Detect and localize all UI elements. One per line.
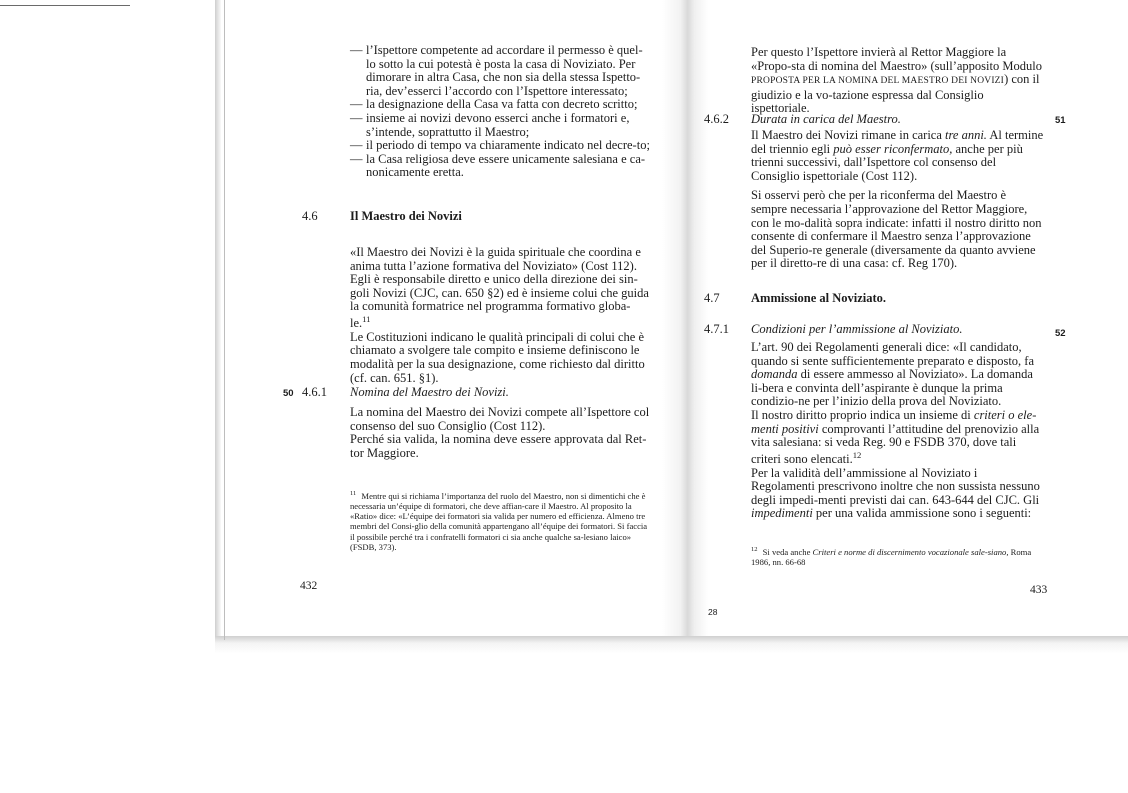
margin-number-52: 52 — [1055, 328, 1066, 339]
list-item: — il periodo di tempo va chiaramente indicato nel decre-to; — [350, 139, 650, 153]
bottom-edge-shadow — [215, 636, 1128, 654]
left-page-body — [350, 246, 650, 385]
text: per una valida ammissione sono i seguenti: — [812, 506, 1032, 521]
text: anche per più trienni successivi, dall’Ispettore col consenso del Consiglio ispettoriale (Cost 112). — [751, 141, 1023, 183]
text: Al termine del triennio egli — [751, 128, 1044, 156]
section-title-4-7-1: Condizioni per l’ammissione al Noviziato. — [751, 322, 963, 336]
list-item: — la designazione della Casa va fatta con decreto scritto; — [350, 98, 650, 112]
italic-text: tre anni. — [945, 128, 987, 142]
section-title-4-6-2: Durata in carica del Maestro. — [751, 112, 901, 126]
footnote-text-end: Roma 1986, nn. 66-68 — [751, 546, 1032, 568]
paragraph: Perché sia valida, la nomina deve essere approvata dal Ret-tor Maggiore. — [350, 432, 647, 460]
section-number-4-7-1: 4.7.1 — [704, 322, 729, 336]
paragraph — [751, 409, 1044, 467]
footnote-number: 11 — [350, 490, 357, 497]
footnote-number: 12 — [751, 546, 758, 553]
section-number-4-7: 4.7 — [704, 291, 720, 305]
footnote-ref: 12 — [852, 449, 862, 460]
book-spine-shadow — [662, 0, 708, 650]
left-page-nomina-body — [350, 406, 650, 460]
paragraph — [751, 467, 1044, 521]
section-title-4-7: Ammissione al Noviziato. — [751, 291, 887, 305]
text: Il Maestro dei Novizi rimane in carica — [751, 128, 946, 142]
page-number-right: 433 — [1030, 584, 1048, 596]
margin-number-51: 51 — [1055, 115, 1066, 126]
list-item: — insieme ai novizi devono esserci anche i formatori e, s’intende, soprattutto il Maestro; — [350, 112, 650, 139]
left-page-border — [224, 0, 225, 640]
page-number-left: 432 — [300, 580, 318, 592]
intro-text-end: ) con il giudizio e la vo-tazione espressa dal Consiglio ispettoriale. — [751, 72, 1040, 116]
top-left-scan-line — [0, 5, 130, 6]
left-page-edge-shadow — [215, 0, 221, 648]
section-title-4-6-1: Nomina del Maestro dei Novizi. — [350, 385, 509, 399]
footnote-11 — [350, 489, 650, 552]
text: di essere ammesso al Noviziato». La domanda li-bera e convinta dell’aspirante è dunque la prima condizio-ne per l’inizio della prova del Noviziato. — [751, 367, 1033, 409]
list-item: — l’Ispettore competente ad accordare il permesso è quel-lo sotto la cui potestà è posta la casa di Noviziato. Per dimorare in altra Casa, che non sia della stessa Ispetto-ria, dev’esserci l’accordo con l’Ispettore interessato; — [350, 44, 650, 98]
footnote-text: Mentre qui si richiama l’importanza del ruolo del Maestro, non si dimentichi che è necessaria un’équipe di formatori, che deve affian-care il Maestro. Al proposito la «Ratio» dice: «L’équipe dei formatori sia valida per numero ed efficienza. Almeno tre membri del Consi-glio della comunità appartengano all’équipe dei formatori. Si faccia il possibile perché tra i confratelli formatori ci sia anche qualche sa-lesiano laico» (FSDB, 373). — [350, 490, 648, 552]
section-number-4-6: 4.6 — [302, 209, 318, 223]
paragraph — [350, 246, 650, 331]
right-page-ammissione-body — [751, 341, 1044, 521]
text: Il nostro diritto proprio indica un insieme di — [751, 407, 974, 422]
margin-number-50: 50 — [283, 388, 294, 399]
section-number-4-6-1: 4.6.1 — [302, 385, 327, 399]
paragraph: Le Costituzioni indicano le qualità principali di colui che è chiamato a svolgere tale compito e insieme definiscono le modalità per la sua designazione, come richiesto dal diritto (cf. can. 651. §1). — [350, 329, 645, 385]
intro-text: Per questo l’Ispettore invierà al Rettor Maggiore la «Propo-sta di nomina del Maestro» (sull’apposito Modulo — [751, 45, 1042, 73]
left-page-dash-list — [350, 44, 650, 180]
paragraph — [751, 341, 1044, 409]
right-page-durata-body — [751, 129, 1044, 271]
paragraph-text: «Il Maestro dei Novizi è la guida spirituale che coordina e anima tutta l’azione formativa del Noviziato» (Cost 112). Egli è responsabile diretto e unico della direzione dei sin-goli Novizi (CJC, can. 650 §2) ed è insieme colui che guida la comunità formatrice nel programma formativo globa-le. — [350, 245, 649, 331]
italic-text: criteri o ele-menti positivi — [751, 407, 1037, 436]
text: L’art. 90 dei Regolamenti generali dice: «Il candidato, quando si sente sufficientemente preparato e disposto, fa — [751, 340, 1035, 368]
scan-sheet-number: 28 — [708, 607, 718, 617]
italic-text: impedimenti — [751, 506, 813, 521]
list-item: — la Casa religiosa deve essere unicamente salesiana e ca-nonicamente eretta. — [350, 153, 650, 180]
footnote-italic-text: Criteri e norme di discernimento vocazionale sale-siano, — [812, 546, 1009, 557]
footnote-ref: 11 — [362, 313, 371, 324]
form-name-smallcaps: PROPOSTA PER LA NOMINA DEL MAESTRO DEI NOVIZI — [751, 76, 1005, 87]
text: comprovanti l’attitudine del prenovizio alla vita salesiana: si veda Reg. 90 e FSDB 370, dove tali criteri sono elencati. — [751, 421, 1040, 466]
paragraph: La nomina del Maestro dei Novizi compete all’Ispettore col consenso del suo Consiglio (Cost 112). — [350, 405, 650, 433]
italic-text: domanda — [751, 367, 798, 382]
text: Per la validità dell’ammissione al Noviziato i Regolamenti prescrivono inoltre che non sussista nessuno degli impedi-menti previsti dai can. 643-644 del CJC. Gli — [751, 465, 1040, 507]
section-title-4-6: Il Maestro dei Novizi — [350, 209, 462, 223]
right-page-intro — [751, 46, 1044, 116]
italic-text: può esser riconfermato, — [833, 141, 953, 156]
section-number-4-6-2: 4.6.2 — [704, 112, 729, 126]
footnote-text: Si veda anche — [762, 546, 813, 557]
paragraph: Si osservi però che per la riconferma del Maestro è sempre necessaria l’approvazione del Rettor Maggiore, con le mo-dalità sopra indicate: infatti il nostro diritto non consente di confermare il Maestro senza l’approvazione del Superio-re generale (diversamente da quanto avviene per il diretto-re di una casa: cf. Reg 170). — [751, 188, 1042, 271]
paragraph — [751, 129, 1044, 183]
footnote-12 — [751, 545, 1044, 567]
